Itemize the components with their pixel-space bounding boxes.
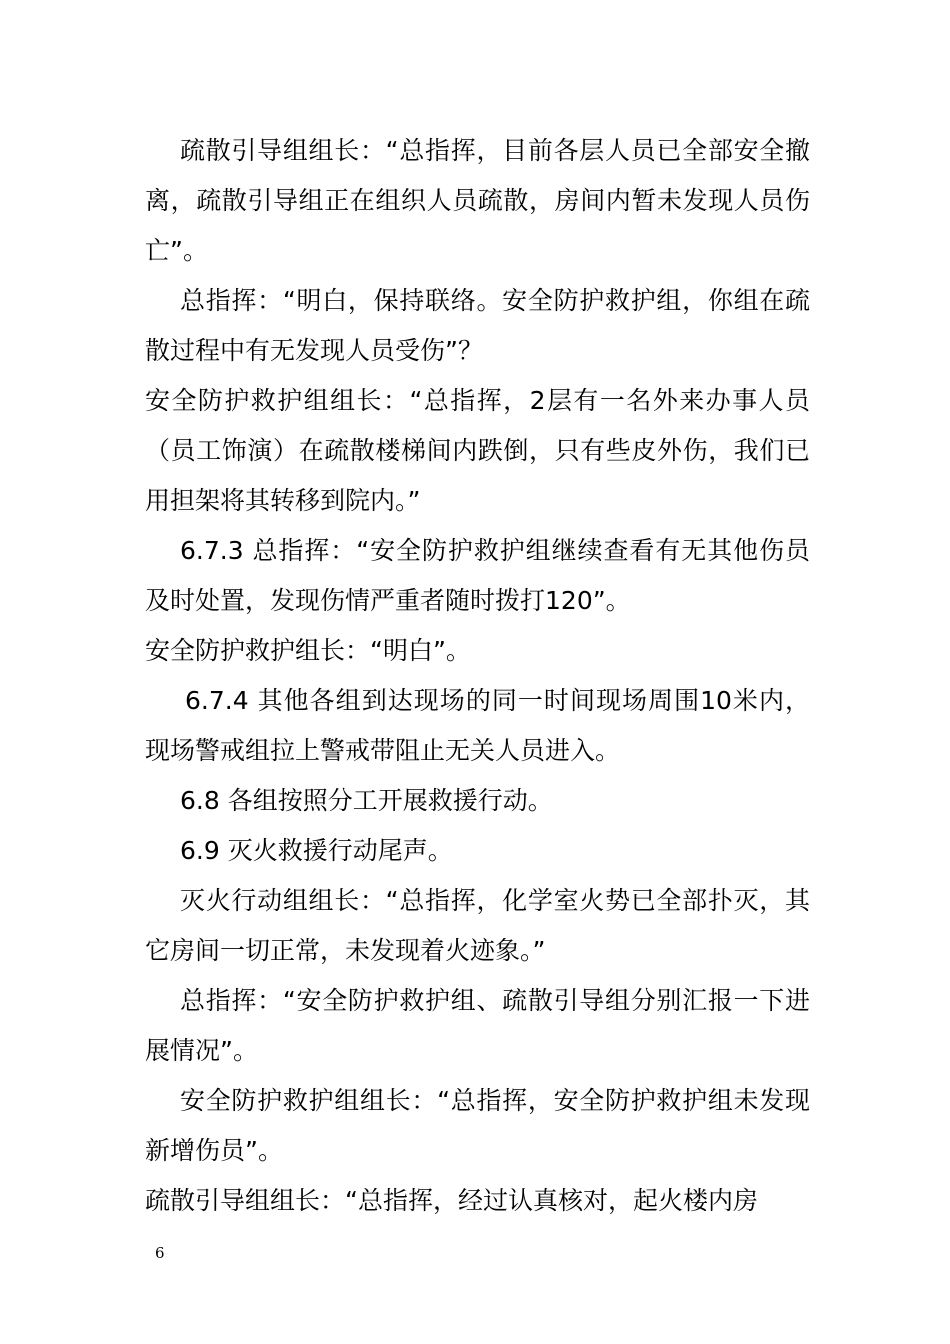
paragraph-commander-request: 总指挥：“安全防护救护组、疏散引导组分别汇报一下进展情况”。	[145, 986, 810, 1065]
paragraph-section-6-8: 6.8 各组按照分工开展救援行动。	[180, 786, 553, 815]
paragraph-commander-query: 总指挥：“明白，保持联络。安全防护救护组，你组在疏散过程中有无发现人员受伤”？	[145, 286, 810, 365]
page-number: 6	[155, 1244, 165, 1262]
paragraph-fire-team-report: 灭火行动组组长：“总指挥，化学室火势已全部扑灭，其它房间一切正常，未发现着火迹象。”	[145, 886, 810, 965]
paragraph-rescue-report: 安全防护救护组组长：“总指挥，2层有一名外来办事人员（员工饰演）在疏散楼梯间内跌倒，只有些皮外伤，我们已用担架将其转移到院内。”	[145, 386, 810, 515]
paragraph-evacuation-report: 疏散引导组组长：“总指挥，目前各层人员已全部安全撤离，疏散引导组正在组织人员疏散，房间内暂未发现人员伤亡”。	[145, 136, 810, 265]
paragraph-rescue-ack: 安全防护救护组长：“明白”。	[145, 636, 471, 665]
paragraph-section-6-9: 6.9 灭火救援行动尾声。	[180, 836, 453, 865]
body-text	[145, 126, 810, 1226]
paragraph-rescue-update: 安全防护救护组组长：“总指挥，安全防护救护组未发现新增伤员”。	[145, 1086, 810, 1165]
paragraph-section-6-7-3: 6.7.3 总指挥：“安全防护救护组继续查看有无其他伤员及时处置，发现伤情严重者随时拨打120”。	[145, 536, 810, 615]
paragraph-section-6-7-4: 6.7.4 其他各组到达现场的同一时间现场周围10米内，现场警戒组拉上警戒带阻止无关人员进入。	[145, 686, 810, 765]
paragraph-evacuation-update: 疏散引导组组长：“总指挥，经过认真核对，起火楼内房	[145, 1186, 758, 1215]
